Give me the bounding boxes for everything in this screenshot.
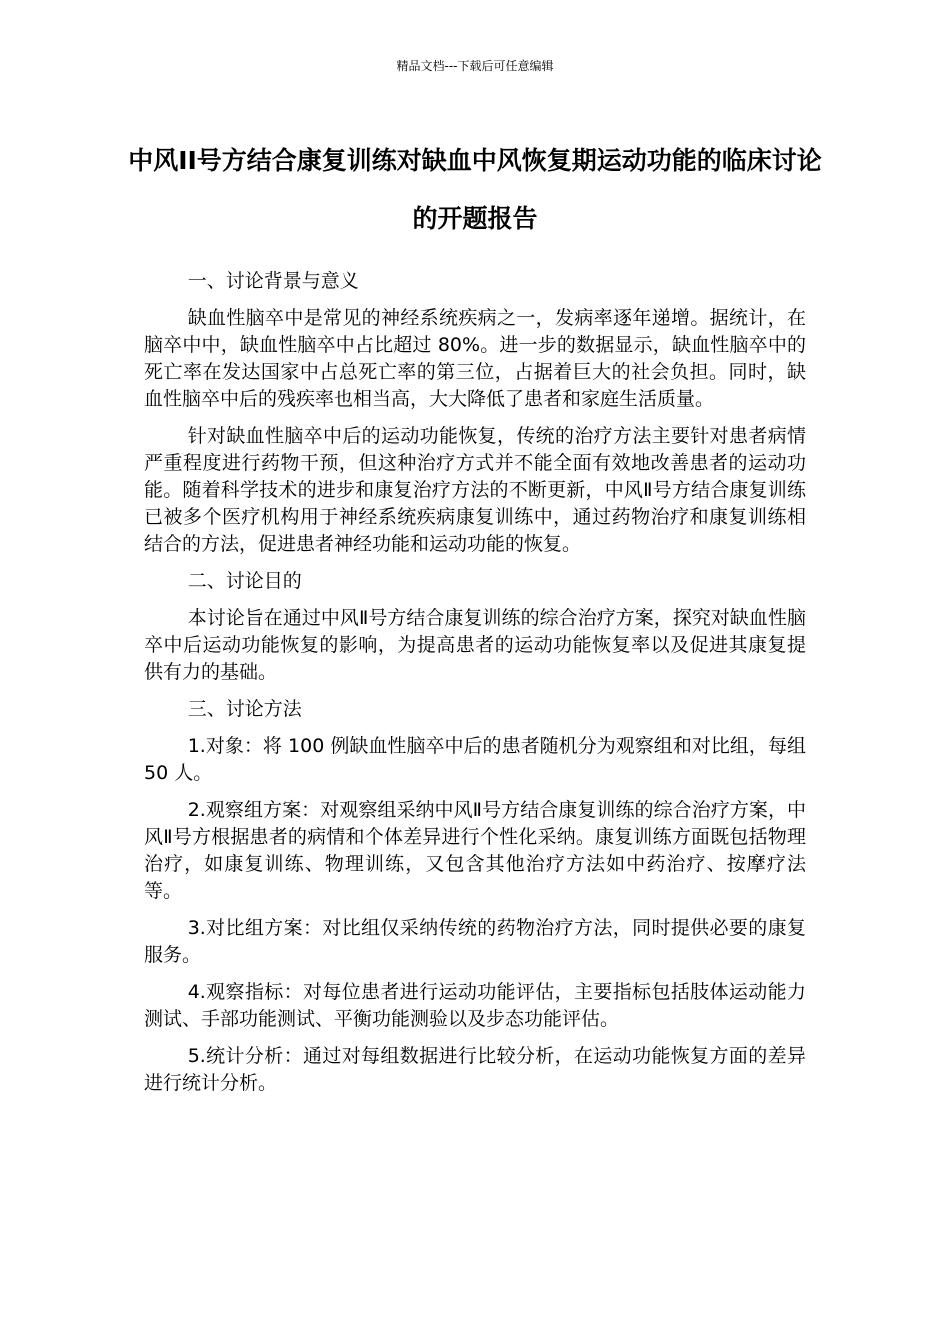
page-header-note: 精品文档---下载后可任意编辑 bbox=[396, 59, 554, 73]
document-title: 中风II号方结合康复训练对缺血中风恢复期运动功能的临床讨论的开题报告 bbox=[128, 146, 822, 233]
paragraph-method-subjects: 1.对象：将 100 例缺血性脑卒中后的患者随机分为观察组和对比组，每组 50 人。 bbox=[144, 735, 806, 784]
section-heading-background: 一、讨论背景与意义 bbox=[187, 270, 359, 292]
paragraph-method-statistics: 5.统计分析：通过对每组数据进行比较分析，在运动功能恢复方面的差异进行统计分析。 bbox=[144, 1045, 806, 1094]
section-heading-methods: 三、讨论方法 bbox=[187, 698, 302, 720]
paragraph-purpose: 本讨论旨在通过中风Ⅱ号方结合康复训练的综合治疗方案，探究对缺血性脑卒中后运动功能恢复的影响，为提高患者的运动功能恢复率以及促进其康复提供有力的基础。 bbox=[144, 607, 806, 683]
section-heading-purpose: 二、讨论目的 bbox=[187, 570, 302, 592]
paragraph-method-control-group: 3.对比组方案：对比组仅采纳传统的药物治疗方法，同时提供必要的康复服务。 bbox=[144, 917, 806, 966]
paragraph-method-indicators: 4.观察指标：对每位患者进行运动功能评估，主要指标包括肢体运动能力测试、手部功能测试、平衡功能测验以及步态功能评估。 bbox=[144, 981, 806, 1030]
paragraph-background-1: 缺血性脑卒中是常见的神经系统疾病之一，发病率逐年递增。据统计，在脑卒中中，缺血性脑卒中占比超过 80%。进一步的数据显示，缺血性脑卒中的死亡率在发达国家中占总死亡率的第三位，占据着巨大的社会负担。同时，缺血性脑卒中后的残疾率也相当高，大大降低了患者和家庭生活质量。 bbox=[144, 307, 806, 410]
paragraph-method-observation-group: 2.观察组方案：对观察组采纳中风Ⅱ号方结合康复训练的综合治疗方案，中风Ⅱ号方根据患者的病情和个体差异进行个性化采纳。康复训练方面既包括物理治疗，如康复训练、物理训练，又包含其他治疗方法如中药治疗、按摩疗法等。 bbox=[144, 799, 806, 902]
paragraph-background-2: 针对缺血性脑卒中后的运动功能恢复，传统的治疗方法主要针对患者病情严重程度进行药物干预，但这种治疗方式并不能全面有效地改善患者的运动功能。随着科学技术的进步和康复治疗方法的不断更新，中风Ⅱ号方结合康复训练已被多个医疗机构用于神经系统疾病康复训练中，通过药物治疗和康复训练相结合的方法，促进患者神经功能和运动功能的恢复。 bbox=[144, 425, 806, 555]
document-body bbox=[144, 268, 806, 1107]
